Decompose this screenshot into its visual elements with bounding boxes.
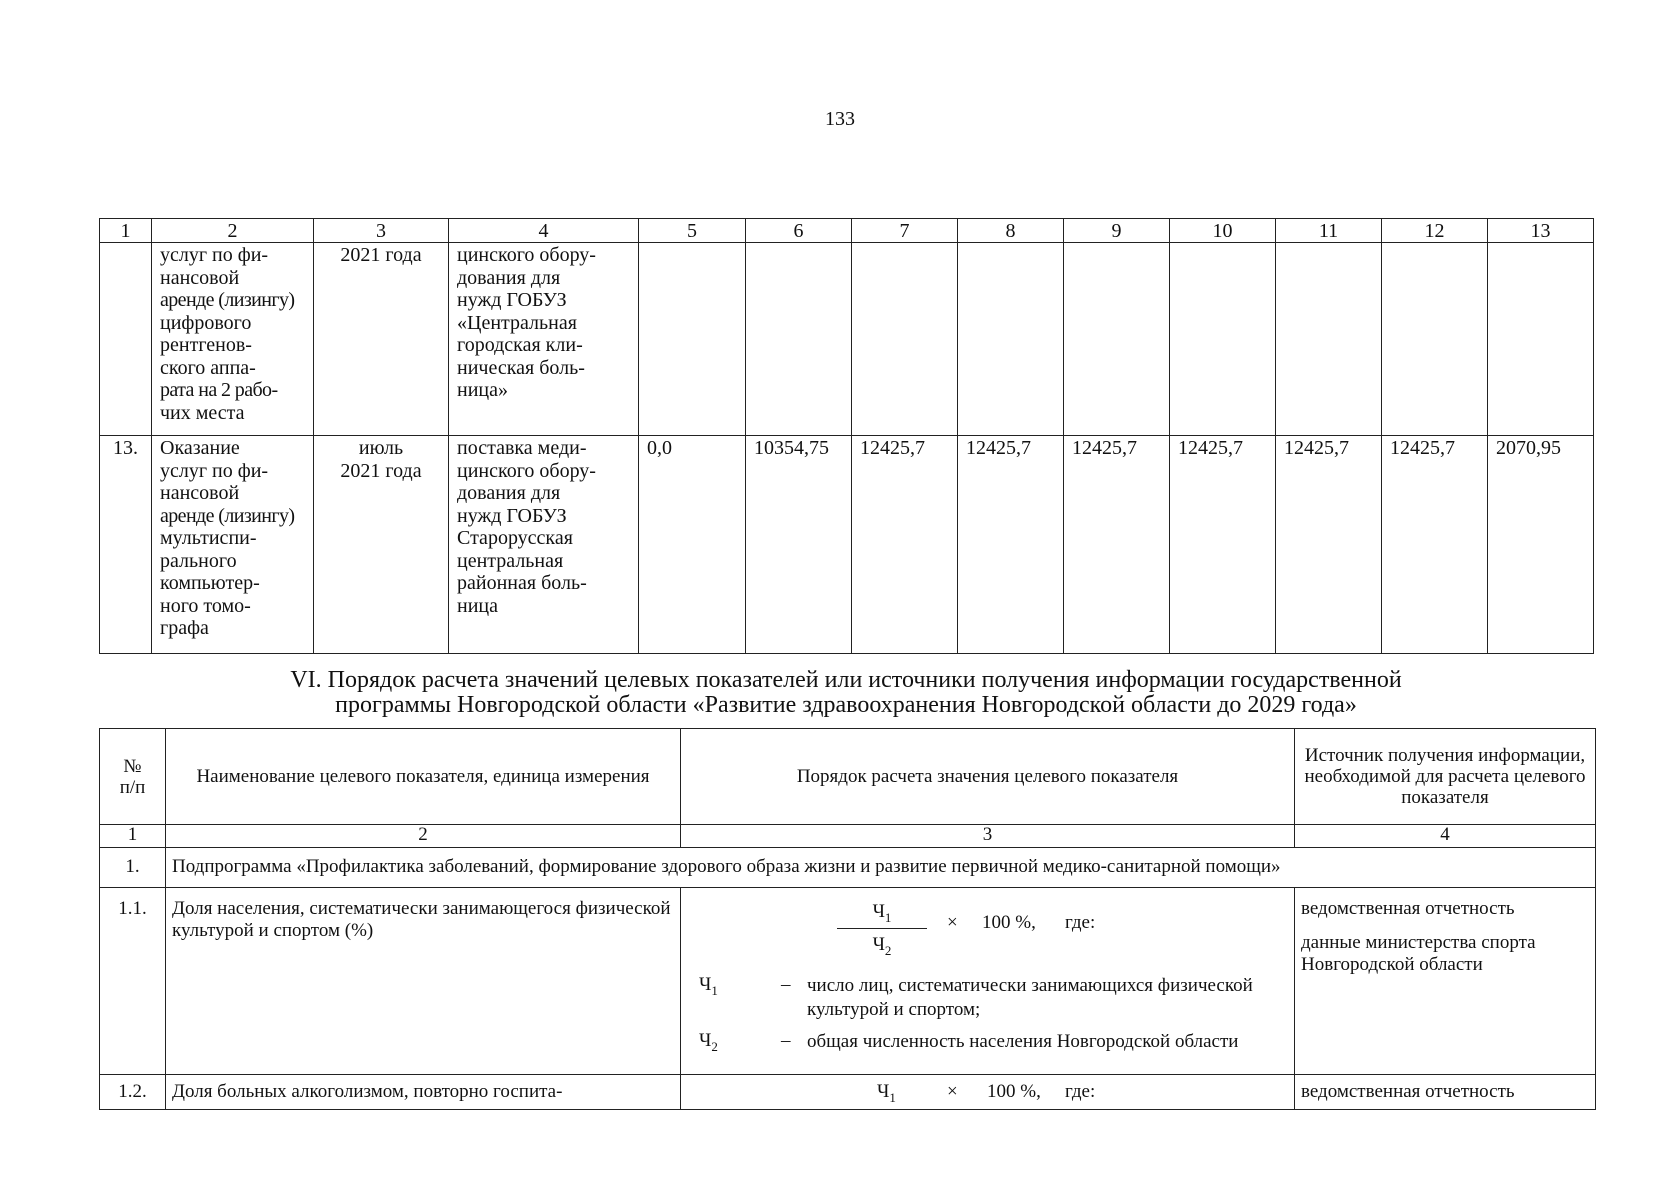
calculation-method xyxy=(681,888,1295,1075)
page-number: 133 xyxy=(825,108,855,130)
text-line: городская кли- xyxy=(457,334,583,356)
column-number: 3 xyxy=(681,825,1295,848)
service-name xyxy=(152,436,314,654)
text-line: 2021 года xyxy=(340,459,422,482)
text-line: графа xyxy=(160,617,209,639)
text-line: мультиспи- xyxy=(160,527,257,549)
denominator-subscript: 2 xyxy=(884,942,892,958)
service-description xyxy=(449,243,639,436)
header-text: № xyxy=(123,755,142,777)
text-line: рата на 2 рабо- xyxy=(160,379,278,401)
text-line: поставка меди- xyxy=(457,437,587,459)
value-cell: 2070,95 xyxy=(1488,436,1594,654)
text-line: услуг по фи- xyxy=(160,244,269,266)
value-cell xyxy=(1276,243,1382,436)
row-number: 1.1. xyxy=(100,888,166,1075)
header-calculation: Порядок расчета значения целевого показателя xyxy=(681,729,1295,825)
column-number: 13 xyxy=(1488,219,1594,243)
variable-symbol: Ч xyxy=(699,1030,712,1051)
section-title-line: программы Новгородской области «Развитие здравоохранения Новгородской области до 2029 года» xyxy=(335,692,1357,718)
service-date xyxy=(314,436,449,654)
column-number: 8 xyxy=(958,219,1064,243)
column-number: 10 xyxy=(1170,219,1276,243)
text-line: нансовой xyxy=(160,482,240,504)
source-text: ведомственная отчетность xyxy=(1301,898,1515,919)
column-number: 11 xyxy=(1276,219,1382,243)
text-line: чих места xyxy=(160,401,245,424)
row-number xyxy=(100,243,152,436)
text-line: рентгенов- xyxy=(160,334,252,356)
text-line: дования для xyxy=(457,266,561,289)
text-line: Старорусская xyxy=(457,527,573,549)
text-line: рального xyxy=(160,549,237,572)
text-line: нужд ГОБУЗ xyxy=(457,289,567,311)
value-cell: 0,0 xyxy=(639,436,746,654)
row-number: 1. xyxy=(100,848,166,888)
column-number: 5 xyxy=(639,219,746,243)
header-source: Источник получения информации, необходимой для расчета целевого показателя xyxy=(1295,729,1596,825)
indicator-name: Доля больных алкоголизмом, повторно госпита- xyxy=(166,1075,681,1110)
numerator-subscript: 1 xyxy=(889,1089,896,1105)
text-line: дования для xyxy=(457,482,561,504)
column-number: 2 xyxy=(152,219,314,243)
text-line: нужд ГОБУЗ xyxy=(457,504,567,527)
percent-factor: 100 %, xyxy=(982,912,1036,933)
information-source xyxy=(1295,888,1596,1075)
variable-symbol: Ч xyxy=(699,974,712,995)
value-cell: 12425,7 xyxy=(1064,436,1170,654)
column-number: 12 xyxy=(1382,219,1488,243)
where-label: где: xyxy=(1065,1081,1096,1102)
times-sign: × xyxy=(947,912,958,933)
text-line: июль xyxy=(358,437,404,459)
numerator xyxy=(877,1081,896,1109)
column-number: 6 xyxy=(746,219,852,243)
variable-description: общая численность населения Новгородской области xyxy=(807,1031,1239,1052)
section-title xyxy=(99,668,1593,718)
value-cell: 12425,7 xyxy=(1276,436,1382,654)
text-line: ническая боль- xyxy=(457,356,585,379)
section-title-line: VI. Порядок расчета значений целевых показателей или источники получения информации государственной xyxy=(290,667,1402,693)
text-line: нансовой xyxy=(160,266,240,289)
text-line: цифрового xyxy=(160,311,252,334)
header-number xyxy=(100,729,166,825)
denominator: Ч xyxy=(872,934,885,955)
row-number: 13. xyxy=(100,436,152,654)
value-cell xyxy=(639,243,746,436)
numerator-symbol: Ч xyxy=(877,1081,890,1102)
table-row xyxy=(100,243,1594,436)
text-line: центральная xyxy=(457,549,564,572)
text-line: аренде (лизингу) xyxy=(160,289,295,311)
header-indicator-name: Наименование целевого показателя, единица измерения xyxy=(166,729,681,825)
service-name xyxy=(152,243,314,436)
text-line: ного томо- xyxy=(160,594,251,617)
text-line: «Центральная xyxy=(457,311,577,334)
column-numbers-row xyxy=(100,825,1596,848)
information-source: ведомственная отчетность xyxy=(1295,1075,1596,1110)
times-sign: × xyxy=(947,1081,958,1102)
subprogram-title: Подпрограмма «Профилактика заболеваний, формирование здорового образа жизни и развитие первичной медико-санитарной помощи» xyxy=(166,848,1596,888)
text-line: Оказание xyxy=(160,437,240,459)
percent-factor: 100 %, xyxy=(987,1081,1041,1102)
column-number: 1 xyxy=(100,219,152,243)
value-cell xyxy=(746,243,852,436)
text-line: компьютер- xyxy=(160,572,260,594)
header-text: п/п xyxy=(119,776,146,798)
column-number: 9 xyxy=(1064,219,1170,243)
subprogram-row xyxy=(100,848,1596,888)
fraction xyxy=(837,900,927,957)
numerator: Ч xyxy=(872,901,885,922)
value-cell: 12425,7 xyxy=(852,436,958,654)
calculation-method xyxy=(681,1075,1295,1110)
text-line: ского аппа- xyxy=(160,356,256,379)
text-line: ница» xyxy=(457,379,508,401)
source-text: данные министерства спорта Новгородской области xyxy=(1301,932,1536,975)
value-cell xyxy=(852,243,958,436)
table-row xyxy=(100,436,1594,654)
column-number: 2 xyxy=(166,825,681,848)
value-cell xyxy=(1064,243,1170,436)
text-line: районная боль- xyxy=(457,572,587,594)
value-cell: 12425,7 xyxy=(1382,436,1488,654)
service-description xyxy=(449,436,639,654)
dash: – xyxy=(781,974,791,995)
indicators-table xyxy=(99,728,1596,1110)
value-cell: 12425,7 xyxy=(958,436,1064,654)
financing-table xyxy=(99,218,1594,654)
text-line: 2021 года xyxy=(340,244,422,266)
table-header-row xyxy=(100,219,1594,243)
text-line: ница xyxy=(457,594,498,617)
formula xyxy=(687,892,1288,1070)
numerator-subscript: 1 xyxy=(884,909,892,925)
formula xyxy=(687,1079,1288,1103)
table-row xyxy=(100,1075,1596,1110)
value-cell xyxy=(1488,243,1594,436)
value-cell xyxy=(958,243,1064,436)
column-number: 7 xyxy=(852,219,958,243)
row-number: 1.2. xyxy=(100,1075,166,1110)
value-cell: 10354,75 xyxy=(746,436,852,654)
table-header-row xyxy=(100,729,1596,825)
column-number: 1 xyxy=(100,825,166,848)
column-number: 4 xyxy=(1295,825,1596,848)
column-number: 3 xyxy=(314,219,449,243)
text-line: цинского обору- xyxy=(457,459,596,482)
text-line: цинского обору- xyxy=(457,244,596,266)
table-row xyxy=(100,888,1596,1075)
value-cell xyxy=(1382,243,1488,436)
variable-subscript: 2 xyxy=(711,1038,718,1054)
variable-description: число лиц, систематически занимающихся физической культурой и спортом; xyxy=(807,975,1253,1020)
fraction-line xyxy=(837,928,927,929)
text-line: аренде (лизингу) xyxy=(160,504,295,527)
where-label: где: xyxy=(1065,912,1096,933)
indicator-name: Доля населения, систематически занимающегося физической культурой и спортом (%) xyxy=(166,888,681,1075)
service-date xyxy=(314,243,449,436)
value-cell xyxy=(1170,243,1276,436)
text-line: услуг по фи- xyxy=(160,459,269,482)
value-cell: 12425,7 xyxy=(1170,436,1276,654)
dash: – xyxy=(781,1030,791,1051)
column-number: 4 xyxy=(449,219,639,243)
variable-subscript: 1 xyxy=(711,982,718,998)
